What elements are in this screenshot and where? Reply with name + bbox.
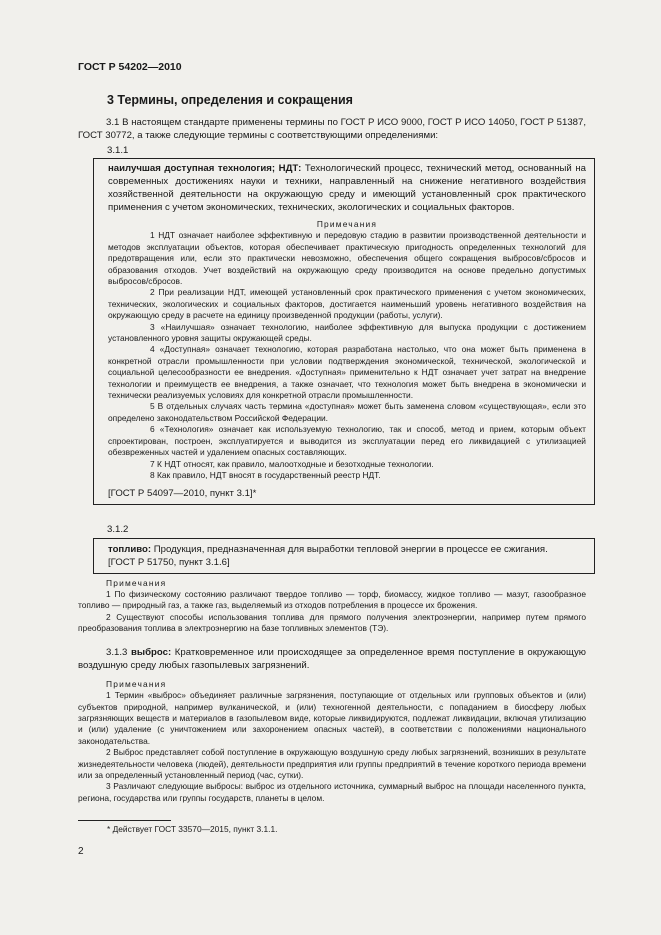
term-reference: [ГОСТ Р 51750, пункт 3.1.6]	[108, 557, 230, 569]
note-item: 4 «Доступная» означает технологию, которая разработана настолько, что она может быть применена в конкретной отрасли промышленности при условии подтверждения экономической, технической, экологической и социальной целесообразности ее внедрения. «Доступная» применительно к НДТ означает учет затрат на внедрение технологии и преимуществ ее внедрения, а также означает, что технология может быть внедрена в экономически и технически реализуемых условиях для конкретной отрасли промышленности.	[108, 344, 586, 401]
term-definition	[108, 162, 586, 214]
footnote-divider	[78, 820, 171, 821]
notes-heading: Примечания	[316, 219, 378, 230]
note-item: 3 Различают следующие выбросы: выброс из отдельного источника, суммарный выброс на площади населенного пункта, региона, государства или группы государств, планеты в целом.	[78, 781, 586, 803]
term-number-3-1-2: 3.1.2	[107, 524, 129, 535]
term-definition-text: Продукция, предназначенная для выработки тепловой энергии в процессе ее сжигания.	[151, 544, 548, 555]
term-definition	[108, 543, 586, 556]
term-name: топливо:	[108, 544, 152, 555]
fuel-notes	[78, 578, 586, 635]
term-name: выброс:	[131, 647, 172, 658]
page-number: 2	[78, 846, 84, 857]
term-definition	[78, 646, 586, 672]
term-definition-text: Технологический процесс, технический метод, основанный на современных достижениях науки и техники, направленный на снижение негативного воздействия хозяйственной деятельности на окружающую среду и имеющий установленный срок практического применения с учетом экономических, технических, экологических и социальных факторов.	[108, 163, 586, 214]
term-number-3-1-1: 3.1.1	[107, 145, 129, 156]
note-item: 6 «Технология» означает как используемую технологию, так и способ, метод и прием, которым объект спроектирован, построен, эксплуатируется и выводится из эксплуатации перед его ликвидацией с утилизацией обезвреженных частей и удалением опасных составляющих.	[108, 424, 586, 458]
note-item: 1 По физическому состоянию различают твердое топливо — торф, биомассу, жидкое топливо — мазут, газообразное топливо — природный газ, а также газ, выделяемый из отходов потребления в процессе их брожения.	[78, 589, 586, 611]
term-box-ndt	[93, 158, 595, 505]
notes-heading: Примечания	[106, 578, 167, 588]
note-item: 8 Как правило, НДТ вносят в государственный реестр НДТ.	[150, 469, 381, 480]
note-item: 1 НДТ означает наиболее эффективную и передовую стадию в развитии производственной деятельности и методов эксплуатации объектов, которая обеспечивает практическую пригодность определенных технологий для предотвращения или, если это практически невозможно, обеспечения общего сокращения выбросов/сбросов и образования отходов. Учет воздействий на окружающую среду производится на основе предельно допустимых выбросов/сбросов.	[108, 230, 586, 286]
notes-heading: Примечания	[106, 679, 167, 690]
note-item: 1 Термин «выброс» объединяет различные загрязнения, поступающие от отдельных или групповых объектов и (или) субъектов природной, например вулканической, и (или) техногенной деятельности, с попаданием в биосферу любых загрязняющих веществ и материалов в газопылевом виде, которые ликвидируются, подлежат ликвидации, включая утилизацию и (или) удаление (с уничтожением или захоронением опасных частей), в соответствии с положениями национального законодательства.	[78, 690, 586, 746]
note-item: 3 «Наилучшая» означает технологию, наиболее эффективную для выпуска продукции с достижением установленного уровня защиты окружающей среды.	[108, 321, 586, 344]
term-number-3-1-3: 3.1.3	[106, 647, 128, 658]
note-item: 7 К НДТ относят, как правило, малоотходные и безотходные технологии.	[150, 458, 434, 469]
term-definition-text: Кратковременное или происходящее за определенное время поступление в окружающую воздушную среду любых газопылевых загрязнений.	[78, 647, 586, 672]
term-name: наилучшая доступная технология; НДТ:	[108, 163, 302, 174]
intro-paragraph: 3.1 В настоящем стандарте применены термины по ГОСТ Р ИСО 9000, ГОСТ Р ИСО 14050, ГОСТ Р 51387, ГОСТ 30772, а также следующие термины с соответствующими определениями:	[78, 117, 586, 142]
term-emission	[78, 646, 586, 804]
note-item: 2 При реализации НДТ, имеющей установленный срок практического применения с учетом экономических, технических, экологических и социальных факторов, достигается наименьший уровень негативного воздействия на окружающую среду в расчете на единицу произведенной продукции (работы, услуги).	[108, 287, 586, 321]
note-item: 2 Существуют способы использования топлива для прямого получения электроэнергии, например путем прямого преобразования топлива в электроэнергию на базе топливных элементов (ТЭ).	[78, 611, 586, 634]
term-reference: [ГОСТ Р 54097—2010, пункт 3.1]*	[108, 488, 257, 500]
footnote: * Действует ГОСТ 33570—2015, пункт 3.1.1.	[107, 824, 278, 834]
note-item: 5 В отдельных случаях часть термина «доступная» может быть заменена словом «существующая», если это определено законодательством Российской Федерации.	[108, 401, 586, 423]
term-box-fuel	[93, 538, 595, 574]
section-title: 3 Термины, определения и сокращения	[107, 93, 353, 107]
note-item: 2 Выброс представляет собой поступление в окружающую воздушную среду любых загрязнений, возникших в результате жизнедеятельности человека (людей), деятельности предприятия или группы предприятий в течение короткого периода времени или за определенный установленный период (час, сутки).	[78, 747, 586, 781]
standard-code-header: ГОСТ Р 54202—2010	[78, 61, 182, 73]
